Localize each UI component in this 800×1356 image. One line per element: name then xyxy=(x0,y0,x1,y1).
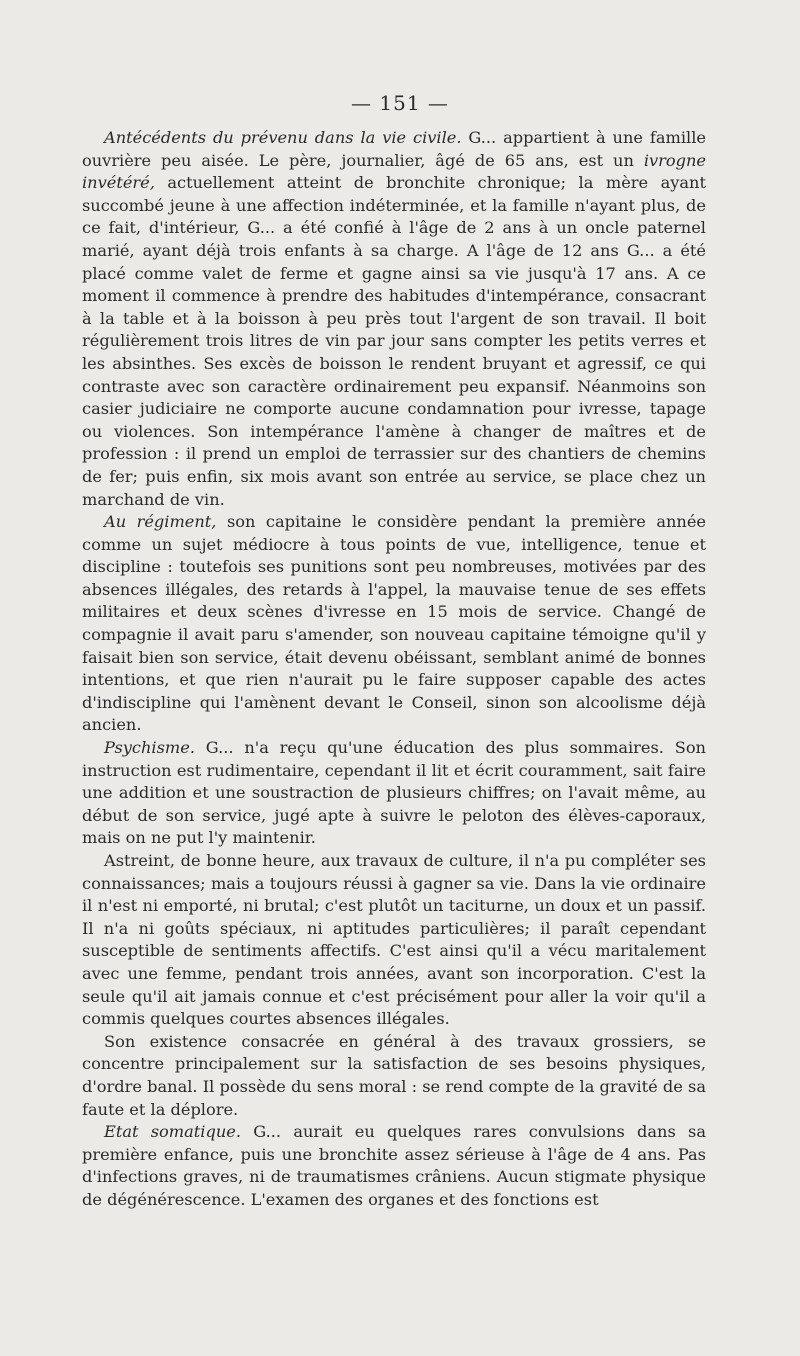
page-number: — 151 — xyxy=(351,91,449,115)
paragraph-text: Astreint, de bonne heure, aux travaux de culture, il n'a pu compléter ses connaissances; mais a toujours réussi à gagner sa vie. Dans la vie ordinaire il n'est ni emporté, ni brutal; c'est plutôt un taciturne, un doux et un passif. Il n'a ni goûts spéciaux, ni aptitudes particulières; il paraît cependant susceptible de sentiments affectifs. C'est ainsi qu'il a vécu maritalement avec une femme, pendant trois années, avant son incorporation. C'est la seule qu'il ait jamais connue et c'est précisément pour aller la voir qu'il a commis quelques courtes absences illégales. xyxy=(82,851,706,1029)
section-heading: Psychisme. xyxy=(104,738,195,758)
paragraph-text: G... n'a reçu qu'une éducation des plus sommaires. Son instruction est rudimentaire, cependant il lit et écrit couramment, sait faire une addition et une soustraction de plusieurs chiffres; on l'avait même, au début de son service, jugé apte à suivre le peloton des élèves-caporaux, mais on ne put l'y maintenir. xyxy=(82,738,706,848)
emphasis-text: ivrogne invétéré, xyxy=(82,150,706,193)
paragraph-text: actuellement atteint de bronchite chronique; la mère ayant succombé jeune à une affection indéterminée, et la famille n'ayant plus, de ce fait, d'intérieur, G... a été confié à l'âge de 2 ans à un oncle paternel marié, ayant déjà trois enfants à sa charge. A l'âge de 12 ans G... a été placé comme valet de ferme et gagne ainsi sa vie jusqu'à 17 ans. A ce moment il commence à prendre des habitudes d'intempérance, consacrant à la table et à la boisson à peu près tout l'argent de son travail. Il boit régulièrement trois litres de vin par jour sans compter les petits verres et les absinthes. Ses excès de boisson le rendent bruyant et agressif, ce qui contraste avec son caractère ordinairement peu expansif. Néanmoins son casier judiciaire ne comporte aucune condamnation pour ivresse, tapage ou violences. Son intempérance l'amène à changer de maîtres et de profession : il prend un emploi de terrassier sur des chantiers de chemins de fer; puis enfin, six mois avant son entrée au service, se place chez un marchand de vin. xyxy=(82,173,706,509)
paragraph-text: Son existence consacrée en général à des travaux grossiers, se concentre principalement sur la satisfaction de ses besoins physiques, d'ordre banal. Il possède du sens moral : se rend compte de la gravité de sa faute et la déplore. xyxy=(82,1031,706,1119)
paragraph-antecedents xyxy=(82,127,706,511)
paragraph-text: G... aurait eu quelques rares convulsions dans sa première enfance, puis une bronchite assez sérieuse à l'âge de 4 ans. Pas d'infections graves, ni de traumatismes crâniens. Aucun stigmate physique de dégénérescence. L'examen des organes et des fonctions est xyxy=(82,1122,706,1209)
paragraph-psychisme xyxy=(82,737,706,850)
paragraph-regiment xyxy=(82,511,706,737)
paragraph-astreint xyxy=(82,850,706,1031)
paragraph-existence xyxy=(82,1031,706,1121)
paragraph-etat-somatique xyxy=(82,1121,706,1211)
paragraph-text: G... appartient à une famille ouvrière peu aisée. Le père, journalier, âgé de 65 ans, est un xyxy=(82,128,706,170)
paragraph-text: son capitaine le considère pendant la première année comme un sujet médiocre à tous points de vue, intelligence, tenue et discipline : toutefois ses punitions sont peu nombreuses, motivées par des absences illégales, des retards à l'appel, la mauvaise tenue de ses effets militaires et deux scènes d'ivresse en 15 mois de service. Changé de compagnie il avait paru s'amender, son nouveau capitaine témoigne qu'il y faisait bien son service, était devenu obéissant, semblant animé de bonnes intentions, et que rien n'aurait pu le faire supposer capable des actes d'indiscipline qui l'amènent devant le Conseil, sinon son alcoolisme déjà ancien. xyxy=(82,512,707,735)
section-heading: Etat somatique. xyxy=(104,1122,241,1142)
section-heading: Antécédents du prévenu dans la vie civile. xyxy=(104,128,462,147)
body-text xyxy=(82,127,706,1212)
section-heading: Au régiment, xyxy=(104,512,217,532)
